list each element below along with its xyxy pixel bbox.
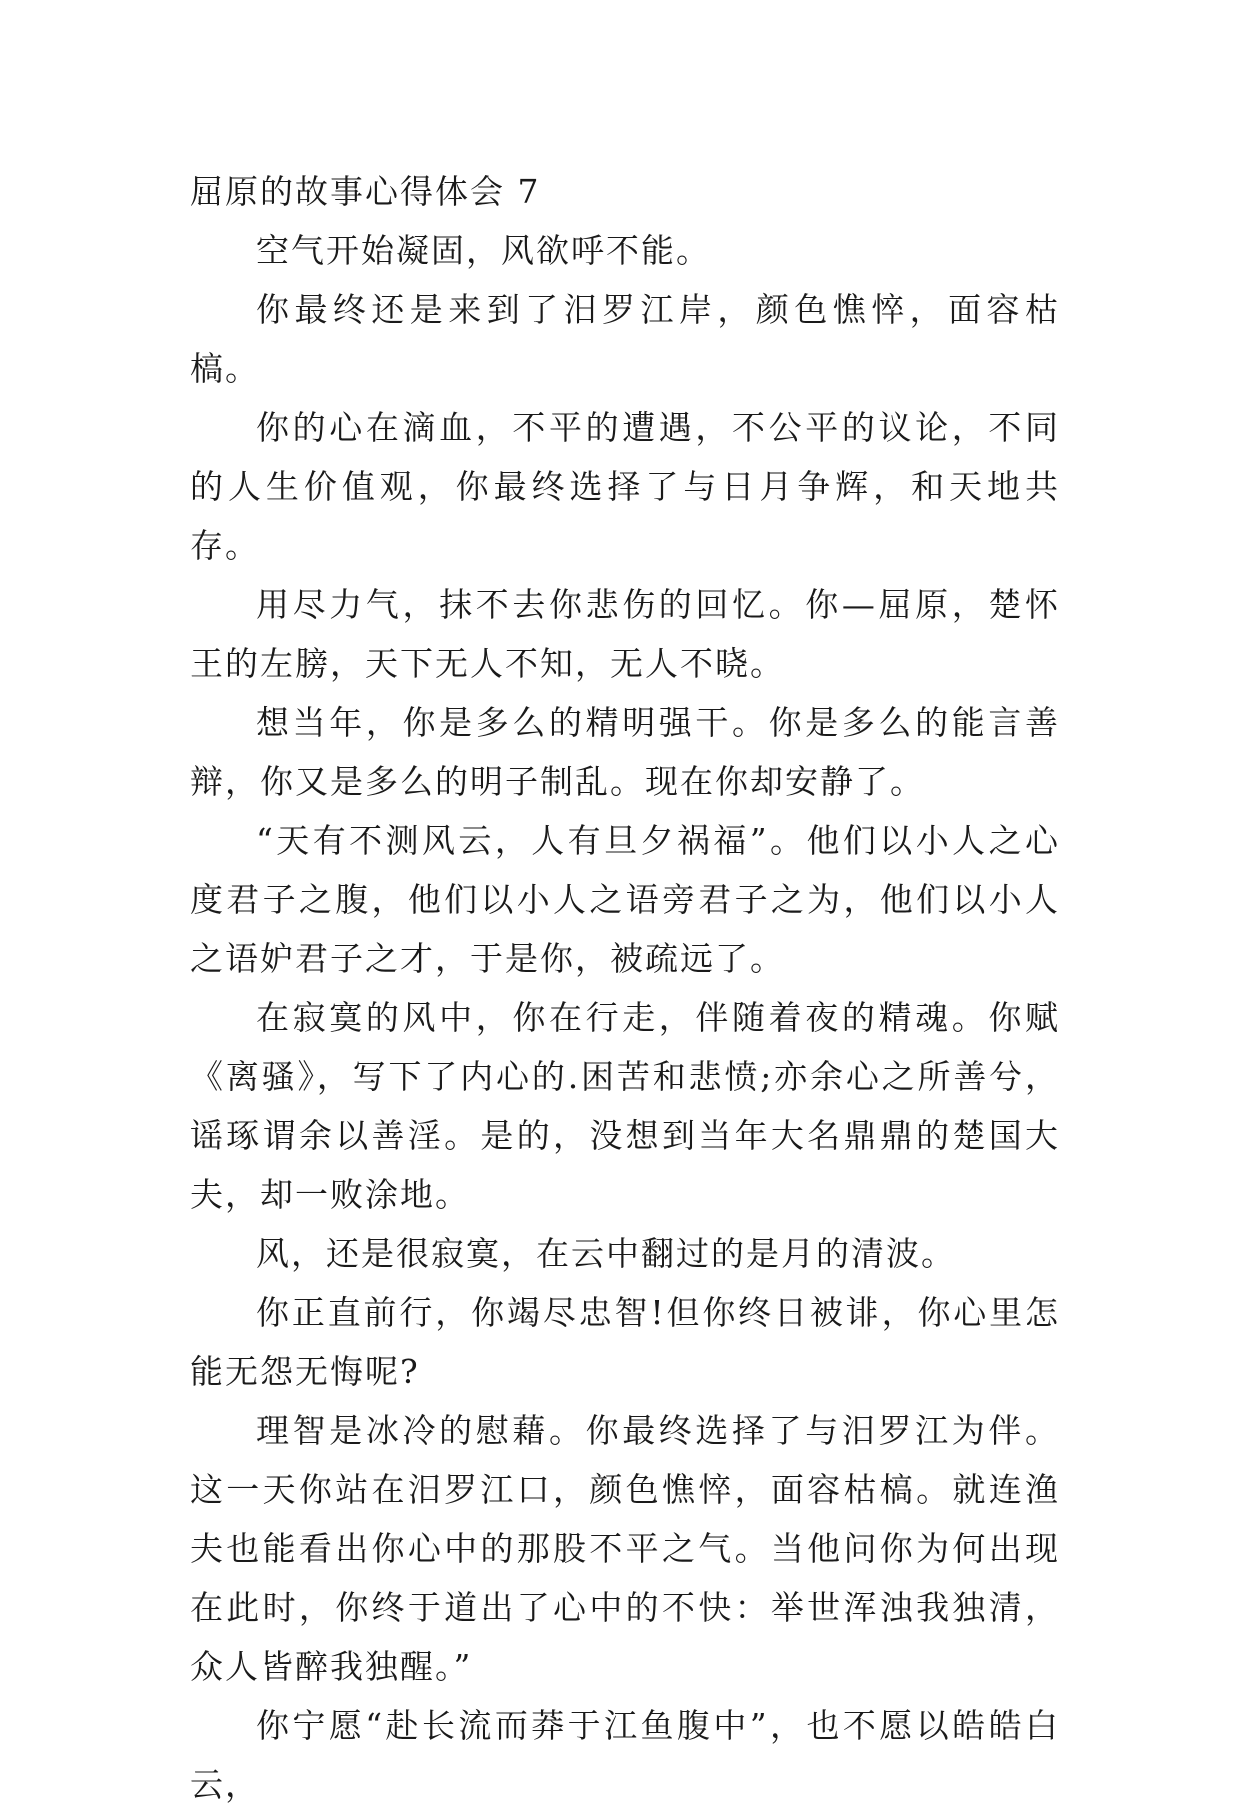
document-title: 屈原的故事心得体会 7: [190, 172, 541, 211]
document-body: [190, 162, 1060, 1814]
paragraph: 理智是冰冷的慰藉。你最终选择了与汨罗江为伴。这一天你站在汨罗江口，颜色憔悴，面容枯槁。就连渔夫也能看出你心中的那股不平之气。当他问你为何出现在此时，你终于道出了心中的不快：举世浑浊我独清，众人皆醉我独醒。”: [190, 1411, 1060, 1686]
paragraph: 你的心在滴血，不平的遭遇，不公平的议论，不同的人生价值观，你最终选择了与日月争辉，和天地共存。: [190, 408, 1060, 565]
paragraph: 用尽力气，抹不去你悲伤的回忆。你—屈原，楚怀王的左膀，天下无人不知，无人不晓。: [190, 585, 1060, 683]
paragraph: 空气开始凝固，风欲呼不能。: [256, 231, 711, 270]
paragraph: 在寂寞的风中，你在行走，伴随着夜的精魂。你赋《离骚》，写下了内心的.困苦和悲愤;亦余心之所善兮，谣琢谓余以善淫。是的，没想到当年大名鼎鼎的楚国大夫，却一败涂地。: [190, 998, 1060, 1214]
paragraph: 你正直前行，你竭尽忠智!但你终日被诽，你心里怎能无怨无悔呢?: [190, 1293, 1060, 1391]
paragraph: 想当年，你是多么的精明强干。你是多么的能言善辩，你又是多么的明子制乱。现在你却安静了。: [190, 703, 1060, 801]
paragraph: 你最终还是来到了汨罗江岸，颜色憔悴，面容枯槁。: [190, 290, 1060, 388]
paragraph: 风，还是很寂寞，在云中翻过的是月的清波。: [256, 1234, 956, 1273]
paragraph: “天有不测风云，人有旦夕祸福”。他们以小人之心度君子之腹，他们以小人之语旁君子之为，他们以小人之语妒君子之才，于是你，被疏远了。: [190, 821, 1060, 978]
paragraph: 你宁愿“赴长流而莽于江鱼腹中”，也不愿以皓皓白云，: [190, 1706, 1060, 1804]
